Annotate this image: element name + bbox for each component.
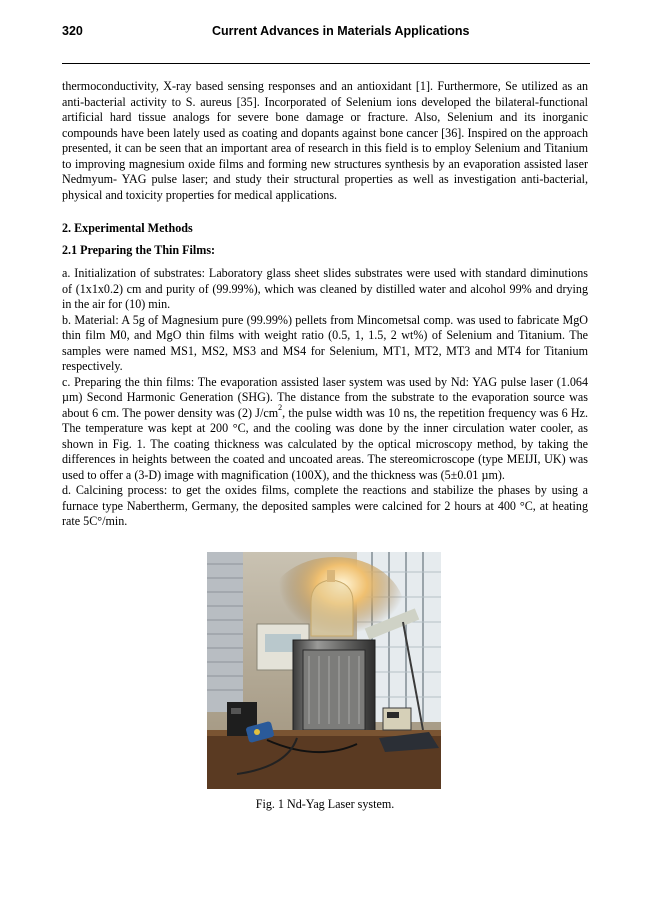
photo-bell-jar: [311, 580, 353, 636]
subsection-heading: 2.1 Preparing the Thin Films:: [62, 242, 216, 257]
item-b-paragraph: b. Material: A 5g of Magnesium pure (99.99%) pellets from Mincometsal comp. was used to fabricate MgO thin film M0, and MgO thin films with weight ratio (0.5, 1, 1.5, 2 wt%) of Selenium and Titanium. The samples were named MS1, MS2, MS3 and MS4 for Selenium, MT1, MT2, MT3 and MT4 for Titanium respectively.: [62, 312, 588, 373]
item-c-text-1: c. Preparing the thin films: The evaporation assisted laser system was used by Nd: YAG pulse laser (1.064 µm) Second Harmonic Generation (SHG). The distance from the substrate to the evaporation source was about 6 cm. The power density was (2) J/cm: [62, 374, 588, 420]
intro-paragraph: thermoconductivity, X-ray based sensing responses and an antioxidant [1]. Furthermore, Se utilized as an anti-bacterial activity to S. aureus [35]. Incorporated of Selenium ions developed the bilateral-functional artificial hard tissue analogs for severe bone damage or fracture. Also, Selenium and its inorganic compounds have been lately used as coating and dopants against bone cancer [36]. Inspired on the approach presented, it can be seen that an important area of research in this field is to employ Selenium and Titanium to improving magnesium oxide films and forming new structures synthesis by an evaporation assisted laser Nedmyum- YAG pulse laser; and study their structural properties as well as investigation anti-bacterial, physical and toxicity properties for medical applications.: [62, 79, 588, 202]
item-c-text-2: , the pulse width was 10 ns, the repetition frequency was 6 Hz. The temperature was kept at 200 °C, and the cooling was done by the inner circulation water cooler, as shown in Fig. 1. The coating thickness was calculated by the optical microscopy method, by taking the differences in heights between the coated and uncoated areas. The stereomicroscope (type MEIJI, UK) was used to offer a (3-D) image with magnification (100X), and the thickness was (5±0.01 µm).: [62, 405, 588, 482]
item-a-paragraph: a. Initialization of substrates: Laboratory glass sheet slides substrates were used with standard diminutions of (1x1x0.2) cm and purity of (99.99%), which was cleaned by distilled water and alcohol 99% and drying in the air for (10) min.: [62, 266, 588, 311]
header-rule: [62, 63, 590, 64]
item-c-paragraph: [62, 375, 588, 484]
section-heading: 2. Experimental Methods: [62, 221, 193, 235]
running-title: Current Advances in Materials Applications: [212, 24, 470, 38]
article-body: [62, 79, 588, 530]
photo-left-window: [207, 552, 243, 712]
photo-controller: [383, 708, 411, 730]
item-c-superscript: 2: [278, 403, 283, 413]
page-number: 320: [62, 24, 83, 38]
laser-system-photo: [207, 552, 441, 789]
figure-caption: Fig. 1 Nd-Yag Laser system.: [255, 797, 395, 811]
item-d-paragraph: d. Calcining process: to get the oxides films, complete the reactions and stabilize the phases by using a furnace type Nabertherm, Germany, the deposited samples were calcined for 2 hours at 400 °C, at heating rate 5C°/min.: [62, 483, 588, 528]
page-header: [62, 24, 590, 42]
